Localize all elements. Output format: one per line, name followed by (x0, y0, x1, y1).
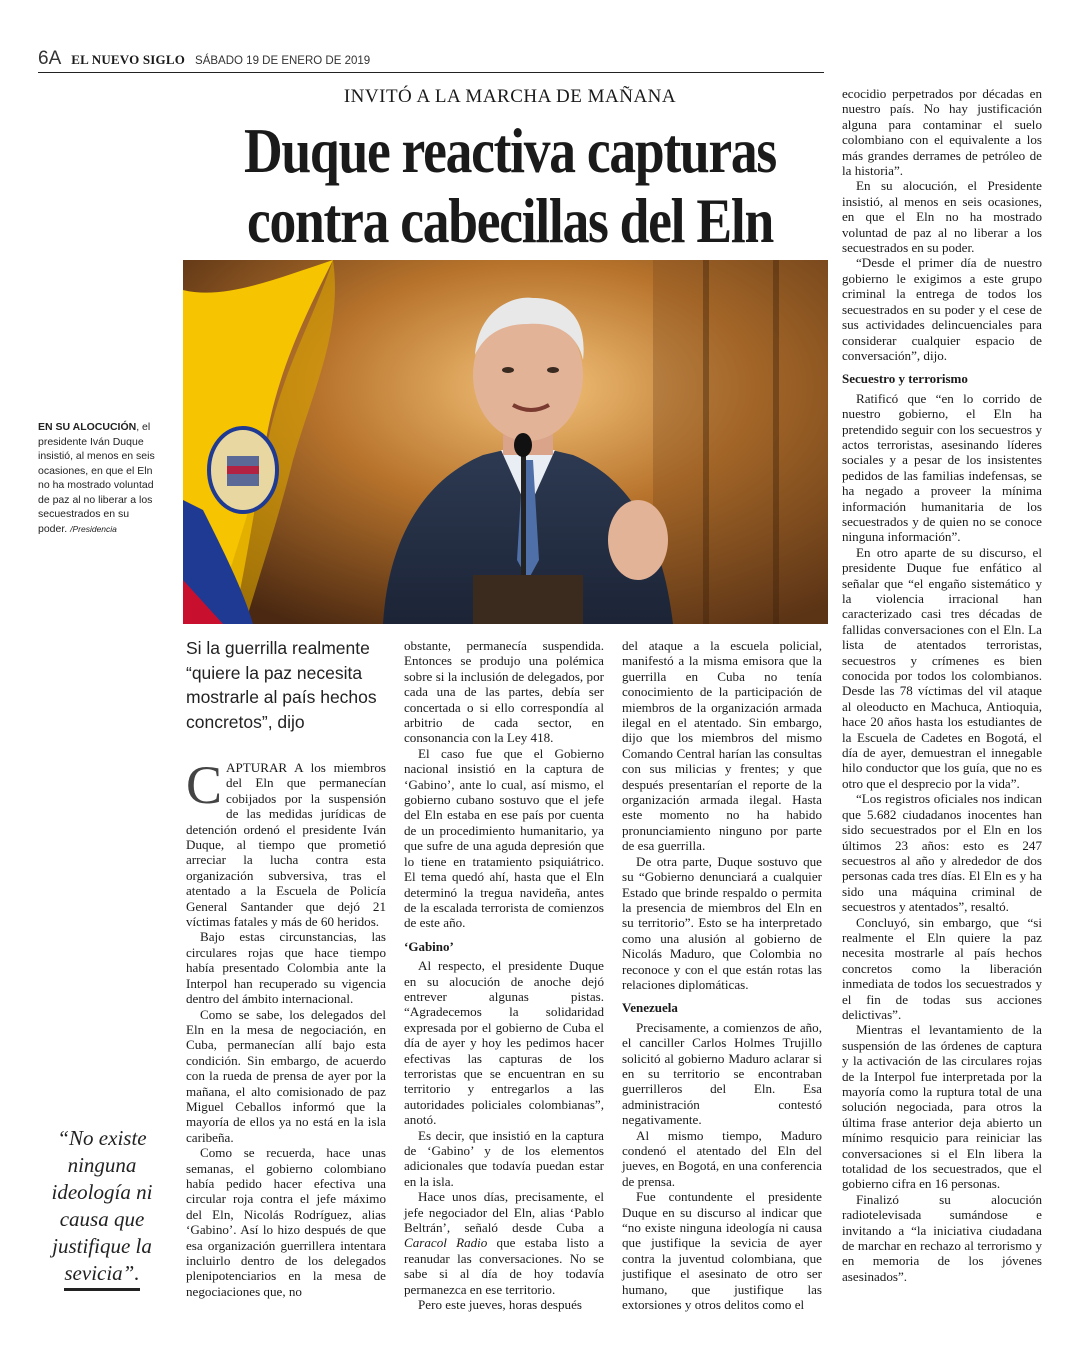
issue-date: SÁBADO 19 DE ENERO DE 2019 (195, 55, 371, 67)
paragraph: Ratificó que “en lo corrido de nuestro gobierno, el Eln ha pretendido seguir con los secuestros y actos terroristas, asesinando líderes sociales y a pesar de los insistentes pedidos de las familias indefensas, se ha negado a proveer la mínima información humanitaria de los secuestrados y de quien no se conoce ninguna información”. (842, 390, 1042, 545)
paragraph: Al mismo tiempo, Maduro condenó el atentado del Eln del jueves, en Bogotá, en una conferencia de prensa. (622, 1127, 822, 1189)
headline (238, 116, 782, 256)
presidente-en-podio-photo (183, 260, 828, 624)
subhead: ‘Gabino’ (404, 938, 454, 954)
newspaper-name: EL NUEVO SIGLO (71, 52, 186, 67)
paragraph: Como se recuerda, hace unas semanas, el gobierno colombiano había pedido hacer efectiva una circular roja contra el jefe máximo del Eln, Nicolás Rodríguez, alias ‘Gabino’. Así lo hizo después de que esa organización guerrillera intentara incluirlo dentro de los delegados plenipotenciarios en la mesa de negociaciones que, no (186, 1145, 386, 1299)
paragraph: Como se sabe, los delegados del Eln en la mesa de negociación, en Cuba, permanecían allí bajo esta condición. Sin embargo, de acuerdo con la rueda de prensa de ayer por la mañana, el alto comisionado de paz Miguel Ceballos informó que la mayoría de ellos ya no está en la isla caribeña. (186, 1006, 386, 1145)
paragraph: Mientras el levantamiento de la suspensión de las órdenes de captura y la activación de las circulares rojas de la Interpol fue interpretada por la mayoría como la ruptura total de una solución negociada, para otros la última frase anterior deja abierto un mínimo resquicio para reiniciar las conversaciones si el Eln libera la totalidad de los secuestrados, que el gobierno cifra en 16 personas. (842, 1022, 1042, 1192)
paragraph: Finalizó su alocución radiotelevisada sumándose e invitando a “la iniciativa ciudadana de marchar en rechazo al terrorismo y en memoria de los jóvenes asesinados”. (842, 1191, 1042, 1284)
subhead: Venezuela (622, 1000, 678, 1016)
column-3 (622, 638, 822, 1312)
paragraph: Precisamente, a comienzos de año, el canciller Carlos Holmes Trujillo solicitó al gobierno Maduro aclarar si en su territorio se encontraban guerrilleros del Eln. Esa administración contestó negativamente. (622, 1019, 822, 1128)
subhead: Secuestro y terrorismo (842, 371, 968, 387)
page-number: 6A (38, 48, 62, 69)
media-name: Caracol Radio (404, 1235, 488, 1251)
paragraph: Al respecto, el presidente Duque en su alocución de anoche dejó entrever algunas pistas. “Agradecemos la solidaridad expresada por el gobierno de Cuba el día de ayer y hoy les pedimos hacer efectivas las capturas de los terroristas que se encuentran en su territorio y entregarlos a las autoridades policiales colombianas”, anotó. (404, 958, 604, 1128)
paragraph: Es decir, que insistió en la captura de ‘Gabino’ y de los elementos adicionales que todavía puedan estar en la isla. (404, 1127, 604, 1189)
page-header (38, 48, 370, 72)
column-2 (404, 638, 604, 1312)
headline-line-1: Duque reactiva capturas (244, 116, 776, 186)
pull-quote: “No existe ninguna ideología ni causa que justifique la sevicia”. (51, 1126, 153, 1285)
paragraph: “Desde el primer día de nuestro gobierno le exigimos a este grupo criminal la entrega de todos los secuestrados en su poder y el cese de sus actividades delincuenciales para considerar cualquier espacio de conversación”, dijo. (842, 255, 1042, 363)
photo-caption (38, 420, 158, 536)
paragraph: Bajo estas circunstancias, las circulares rojas que hace tiempo había presentado Colombia ante la Interpol han recuperado su vigencia dentro del ámbito internacional. (186, 929, 386, 1007)
paragraph: Fue contundente el presidente Duque en su discurso al indicar que “no existe ninguna ideología ni causa que justifique la sevicia de ayer contra la juventud colombiana, que justifique el asesinato de otro ser humano, que justifique las extorsiones y otros delitos como el (622, 1189, 822, 1313)
paragraph: En otro aparte de su discurso, el presidente Duque fue enfático al señalar que “el engaño sistemático y la violencia irracional han caracterizado casi tres décadas de fallidas conversaciones con el Eln. La lista de atentados terroristas, secuestros y crímenes es bien conocida por todos los colombianos. Desde las 78 víctimas del vil ataque al oleoducto en Machuca, Antioquia, hace 20 años hasta los estudiantes de la Escuela de Cadetes en Bogotá, el día de ayer, demuestran el innegable hilo conductor que los guía, que no es otro que el desprecio por la vida”. (842, 544, 1042, 791)
column-1 (186, 755, 386, 1299)
paragraph: ecocidio perpetrados por décadas en nuestro país. No hay justificación alguna para contaminar el suelo colombiano con el equivalente a los más grandes derrames de petróleo de la historia”. (842, 86, 1042, 179)
paragraph: CAPTURAR A los miembros del Eln que permanecían cobijados por la suspensión de las medidas jurídicas de detención ordenó el presidente Iván Duque, al tiempo que prometió arreciar la lucha contra esta organización subversiva, tras el atentado a la Escuela de Policía General Santander que dejó 21 víctimas fatales y más de 60 heridos. (186, 755, 386, 930)
paragraph: “Los registros oficiales nos indican que 5.682 ciudadanos inocentes han sido secuestrados por el Eln en los últimos 23 años: esto es 247 secuestros al año y alrededor de dos personas cada tres días. El Eln es y ha sido una máquina criminal de secuestros y atentados”, resaltó. (842, 791, 1042, 915)
drop-cap: C (186, 755, 223, 815)
paragraph: El caso fue que el Gobierno nacional insistió en la captura de ‘Gabino’, ante lo cual, así mismo, el gobierno cubano sostuvo que el jefe del Eln estaba en ese país por cuenta de un procedimiento humanitario, ya que sufre de una aguda depresión que lo tiene en tratamiento psiquiátrico. El tema quedó ahí, hasta que el Eln determinó la tregua navideña, antes de la escalada terrorista de comienzos de este año. (404, 745, 604, 931)
headline-line-2: contra cabecillas del Eln (247, 186, 773, 256)
kicker: INVITÓ A LA MARCHA DE MAÑANA (343, 86, 677, 107)
pull-quote-rule (64, 1288, 140, 1291)
column-4 (842, 86, 1042, 1284)
caption-text: , el presidente Iván Duque insistió, al menos en seis ocasiones, en que el Eln no ha mostrado voluntad de paz al no liberar a los secuestrados en su poder. (38, 421, 155, 535)
paragraph: del ataque a la escuela policial, manifestó a la misma emisora que la guerrilla en Cuba no tenía conocimiento de la participación de miembros de la organización armada ilegal en el atentado. Sin embargo, dijo que los miembros del mismo Comando Central harían las consultas con sus milicias y frentes; y que después presentarían el reporte de la organización armada ilegal. Hasta este momento no ha habido pronunciamiento ninguno por parte de esa guerrilla. (622, 638, 822, 854)
caption-lead: EN SU ALOCUCIÓN (38, 421, 137, 433)
paragraph: Concluyó, sin embargo, que “si realmente el Eln quiere la paz necesita mostrarle al país hechos concretos como la liberación inmediata de todos los secuestrados y el fin de todas sus acciones delictivas”. (842, 914, 1042, 1022)
paragraph: En su alocución, el Presidente insistió, al menos en seis ocasiones, en que el Eln no ha mostrado voluntad de paz al no liberar a los secuestrados en su poder. (842, 178, 1042, 256)
paragraph: De otra parte, Duque sostuvo que su “Gobierno denunciará a cualquier Estado que brinde respaldo o permita la presencia de miembros del Eln en su territorio”. Esto se ha interpretado como una alusión al gobierno de Nicolás Maduro, que Colombia no reconoce y con el que están rotas las relaciones diplomáticas. (622, 853, 822, 992)
deck: Si la guerrilla realmente “quiere la paz necesita mostrarle al país hechos concretos”, dijo (186, 638, 377, 732)
photo-credit: /Presidencia (70, 523, 117, 534)
paragraph: obstante, permanecía suspendida. Entonces se produjo una polémica sobre si la inclusión de delegados, por cada una de las partes, debía ser concertada o si ello correspondía al arbitrio de cada sector, en consonancia con la Ley 418. (404, 638, 604, 746)
header-rule (38, 72, 824, 73)
paragraph: Pero este jueves, horas después (418, 1297, 582, 1313)
paragraph: Hace unos días, precisamente, el jefe negociador del Eln, alias ‘Pablo Beltrán’, señaló desde Cuba a Caracol Radio que estaba listo a reanudar las conversaciones. No se sabe si al día de hoy todavía permanezca en ese territorio. (404, 1189, 604, 1297)
